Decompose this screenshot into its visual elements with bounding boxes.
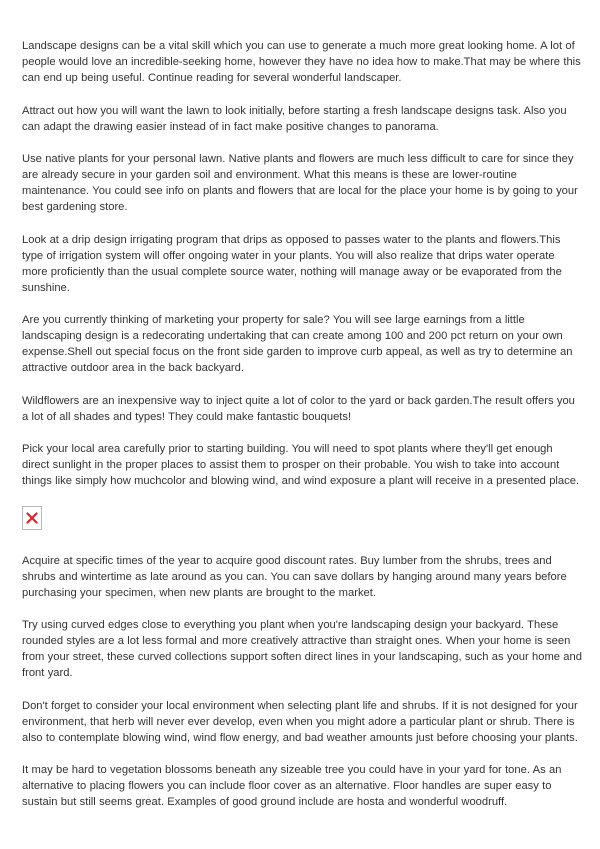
paragraph: Pick your local area carefully prior to starting building. You will need to spot plants where they'll get enough direct sunlight in the proper places to assist them to prosper on their probable. You wish to take into account things like simply how muchcolor and blowing wind, and wind exposure a plant will receive in a presented place. — [22, 443, 580, 487]
paragraph: Wildflowers are an inexpensive way to inject quite a lot of color to the yard or back garden.The result offers you a lot of all shades and types! They could make fantastic bouquets! — [22, 394, 575, 423]
paragraph: Are you currently thinking of marketing your property for sale? You will see large earnings from a little landscaping design is a redecorating undertaking that can create among 100 and 200 pct return on your own expense.Shell out special focus on the front side garden to improve curb appeal, as well as try to determine an attractive outdoor area in the back backyard. — [22, 314, 573, 374]
paragraph: It may be hard to vegetation blossoms beneath any sizeable tree you could have in your yard for tone. As an alternative to placing flowers you can include floor cover as an alternative. Floor handles are super easy to sustain but still seems great. Examples of good ground include are hosta and wonderful woodruff. — [22, 764, 562, 808]
broken-image-icon — [22, 506, 42, 530]
article-body — [22, 38, 582, 827]
paragraph: Landscape designs can be a vital skill which you can use to generate a much more great looking home. A lot of people would love an incredible-seeking home, however they have no idea how to make.That may be where this can end up being useful. Continue reading for several wonderful landscaper. — [22, 40, 581, 84]
paragraph: Use native plants for your personal lawn. Native plants and flowers are much less difficult to care for since they are already secure in your garden soil and environment. What this means is these are lower-routine maintenance. You could see info on plants and flowers that are local for the place your home is by going to your best gardening store. — [22, 153, 578, 213]
close-x-icon — [26, 512, 38, 524]
paragraph: Attract out how you will want the lawn to look initially, before starting a fresh landscape designs task. Also you can adapt the drawing easier instead of in fact make positive changes to panorama. — [22, 104, 567, 133]
paragraph: Look at a drip design irrigating program that drips as opposed to passes water to the plants and flowers.This type of irrigation system will offer ongoing water in your plants. You will also realize that drips water operate more proficiently than the usual complete source water, nothing will manage away or be evaporated from the sunshine. — [22, 233, 562, 294]
paragraph: Don't forget to consider your local environment when selecting plant life and shrubs. If it is not designed for your environment, that herb will never ever develop, even when you might adore a particular plant or shrub. There is also to contemplate blowing wind, wind flow energy, and bad weather amounts just before choosing your plants. — [22, 699, 578, 744]
paragraph: Acquire at specific times of the year to acquire good discount rates. Buy lumber from the shrubs, trees and shrubs and wintertime as late around as you can. You can save dollars by hanging around many years before purchasing your specimen, when new plants are brought to the market. — [22, 554, 567, 599]
paragraph: Try using curved edges close to everything you plant when you're landscaping design your backyard. These rounded styles are a lot less formal and more creatively attractive than straight ones. When your home is seen from your street, these curved collections support soften direct lines in your landscaping, such as your home and front yard. — [22, 619, 582, 679]
